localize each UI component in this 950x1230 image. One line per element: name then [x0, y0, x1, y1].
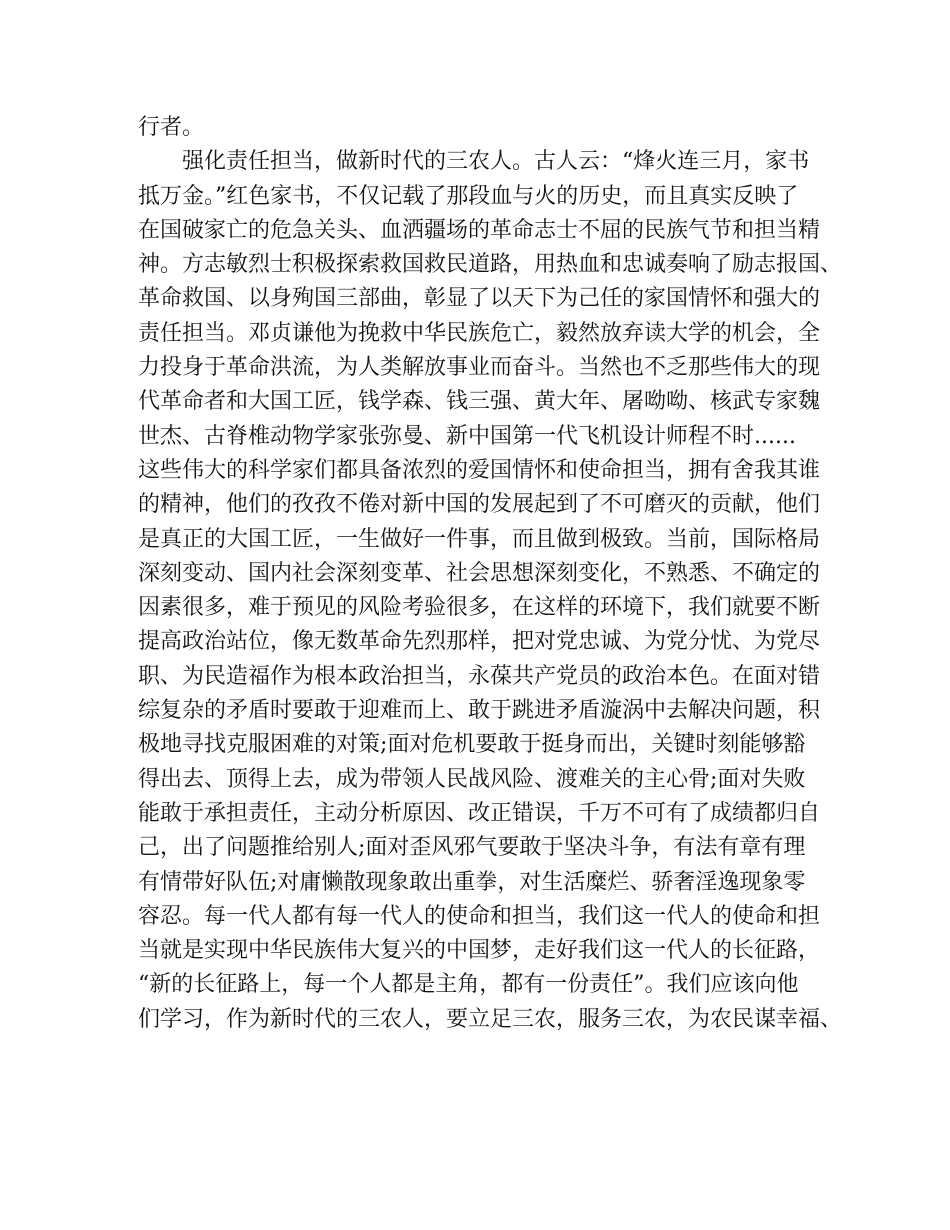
text-line: 职、为民造福作为根本政治担当，永葆共产党员的政治本色。在面对错 [138, 663, 821, 689]
text-line: 责任担当。邓贞谦他为挽救中华民族危亡，毅然放弃读大学的机会，全 [138, 320, 821, 346]
text-line: 神。方志敏烈士积极探索救国救民道路，用热血和忠诚奏响了励志报国、 [138, 252, 843, 278]
text-line: “新的长征路上，每一个人都是主角，都有一份责任”。我们应该向他 [138, 972, 799, 998]
text-line: 当就是实现中华民族伟大复兴的中国梦，走好我们这一代人的长征路， [138, 938, 821, 964]
text-line: 得出去、顶得上去，成为带领人民战风险、渡难关的主心骨;面对失败 [138, 766, 806, 792]
text-line: 因素很多，难于预见的风险考验很多，在这样的环境下，我们就要不断 [138, 595, 821, 621]
text-line: 抵万金。”红色家书，不仅记载了那段血与火的历史，而且真实反映了 [138, 183, 799, 209]
text-line: 们学习，作为新时代的三农人，要立足三农，服务三农，为农民谋幸福、 [138, 1006, 843, 1032]
text-line: 行者。 [138, 115, 205, 140]
text-line: 有情带好队伍;对庸懒散现象敢出重拳，对生活糜烂、骄奢淫逸现象零 [138, 869, 806, 895]
text-line: 革命救国、以身殉国三部曲，彰显了以天下为己任的家国情怀和强大的 [138, 286, 821, 312]
text-line: 代革命者和大国工匠，钱学森、钱三强、黄大年、屠呦呦、核武专家魏 [138, 389, 821, 415]
text-line: 能敢于承担责任，主动分析原因、改正错误，千万不可有了成绩都归自 [138, 800, 821, 826]
text-line: 的精神，他们的孜孜不倦对新中国的发展起到了不可磨灭的贡献，他们 [138, 492, 821, 518]
text-line: 深刻变动、国内社会深刻变革、社会思想深刻变化，不熟悉、不确定的 [138, 560, 821, 586]
text-line: 容忍。每一代人都有每一代人的使命和担当，我们这一代人的使命和担 [138, 903, 821, 929]
text-line: 力投身于革命洪流，为人类解放事业而奋斗。当然也不乏那些伟大的现 [138, 355, 821, 381]
text-line: 提高政治站位，像无数革命先烈那样，把对党忠诚、为党分忧、为党尽 [138, 629, 821, 655]
text-line: 极地寻找克服困难的对策;面对危机要敢于挺身而出，关键时刻能够豁 [138, 732, 806, 758]
text-line: 是真正的大国工匠，一生做好一件事，而且做到极致。当前，国际格局 [138, 526, 821, 552]
text-line: 在国破家亡的危急关头、血洒疆场的革命志士不屈的民族气节和担当精 [138, 217, 821, 243]
body-text [138, 111, 843, 1037]
text-line: 己，出了问题推给别人;面对歪风邪气要敢于坚决斗争，有法有章有理 [138, 835, 806, 861]
text-line: 这些伟大的科学家们都具备浓烈的爱国情怀和使命担当，拥有舍我其谁 [138, 457, 821, 483]
text-line: 强化责任担当，做新时代的三农人。古人云：“烽火连三月，家书 [138, 149, 810, 175]
text-line: 综复杂的矛盾时要敢于迎难而上、敢于跳进矛盾漩涡中去解决问题，积 [138, 698, 821, 724]
text-line: 世杰、古脊椎动物学家张弥曼、新中国第一代飞机设计师程不时...... [138, 423, 796, 449]
